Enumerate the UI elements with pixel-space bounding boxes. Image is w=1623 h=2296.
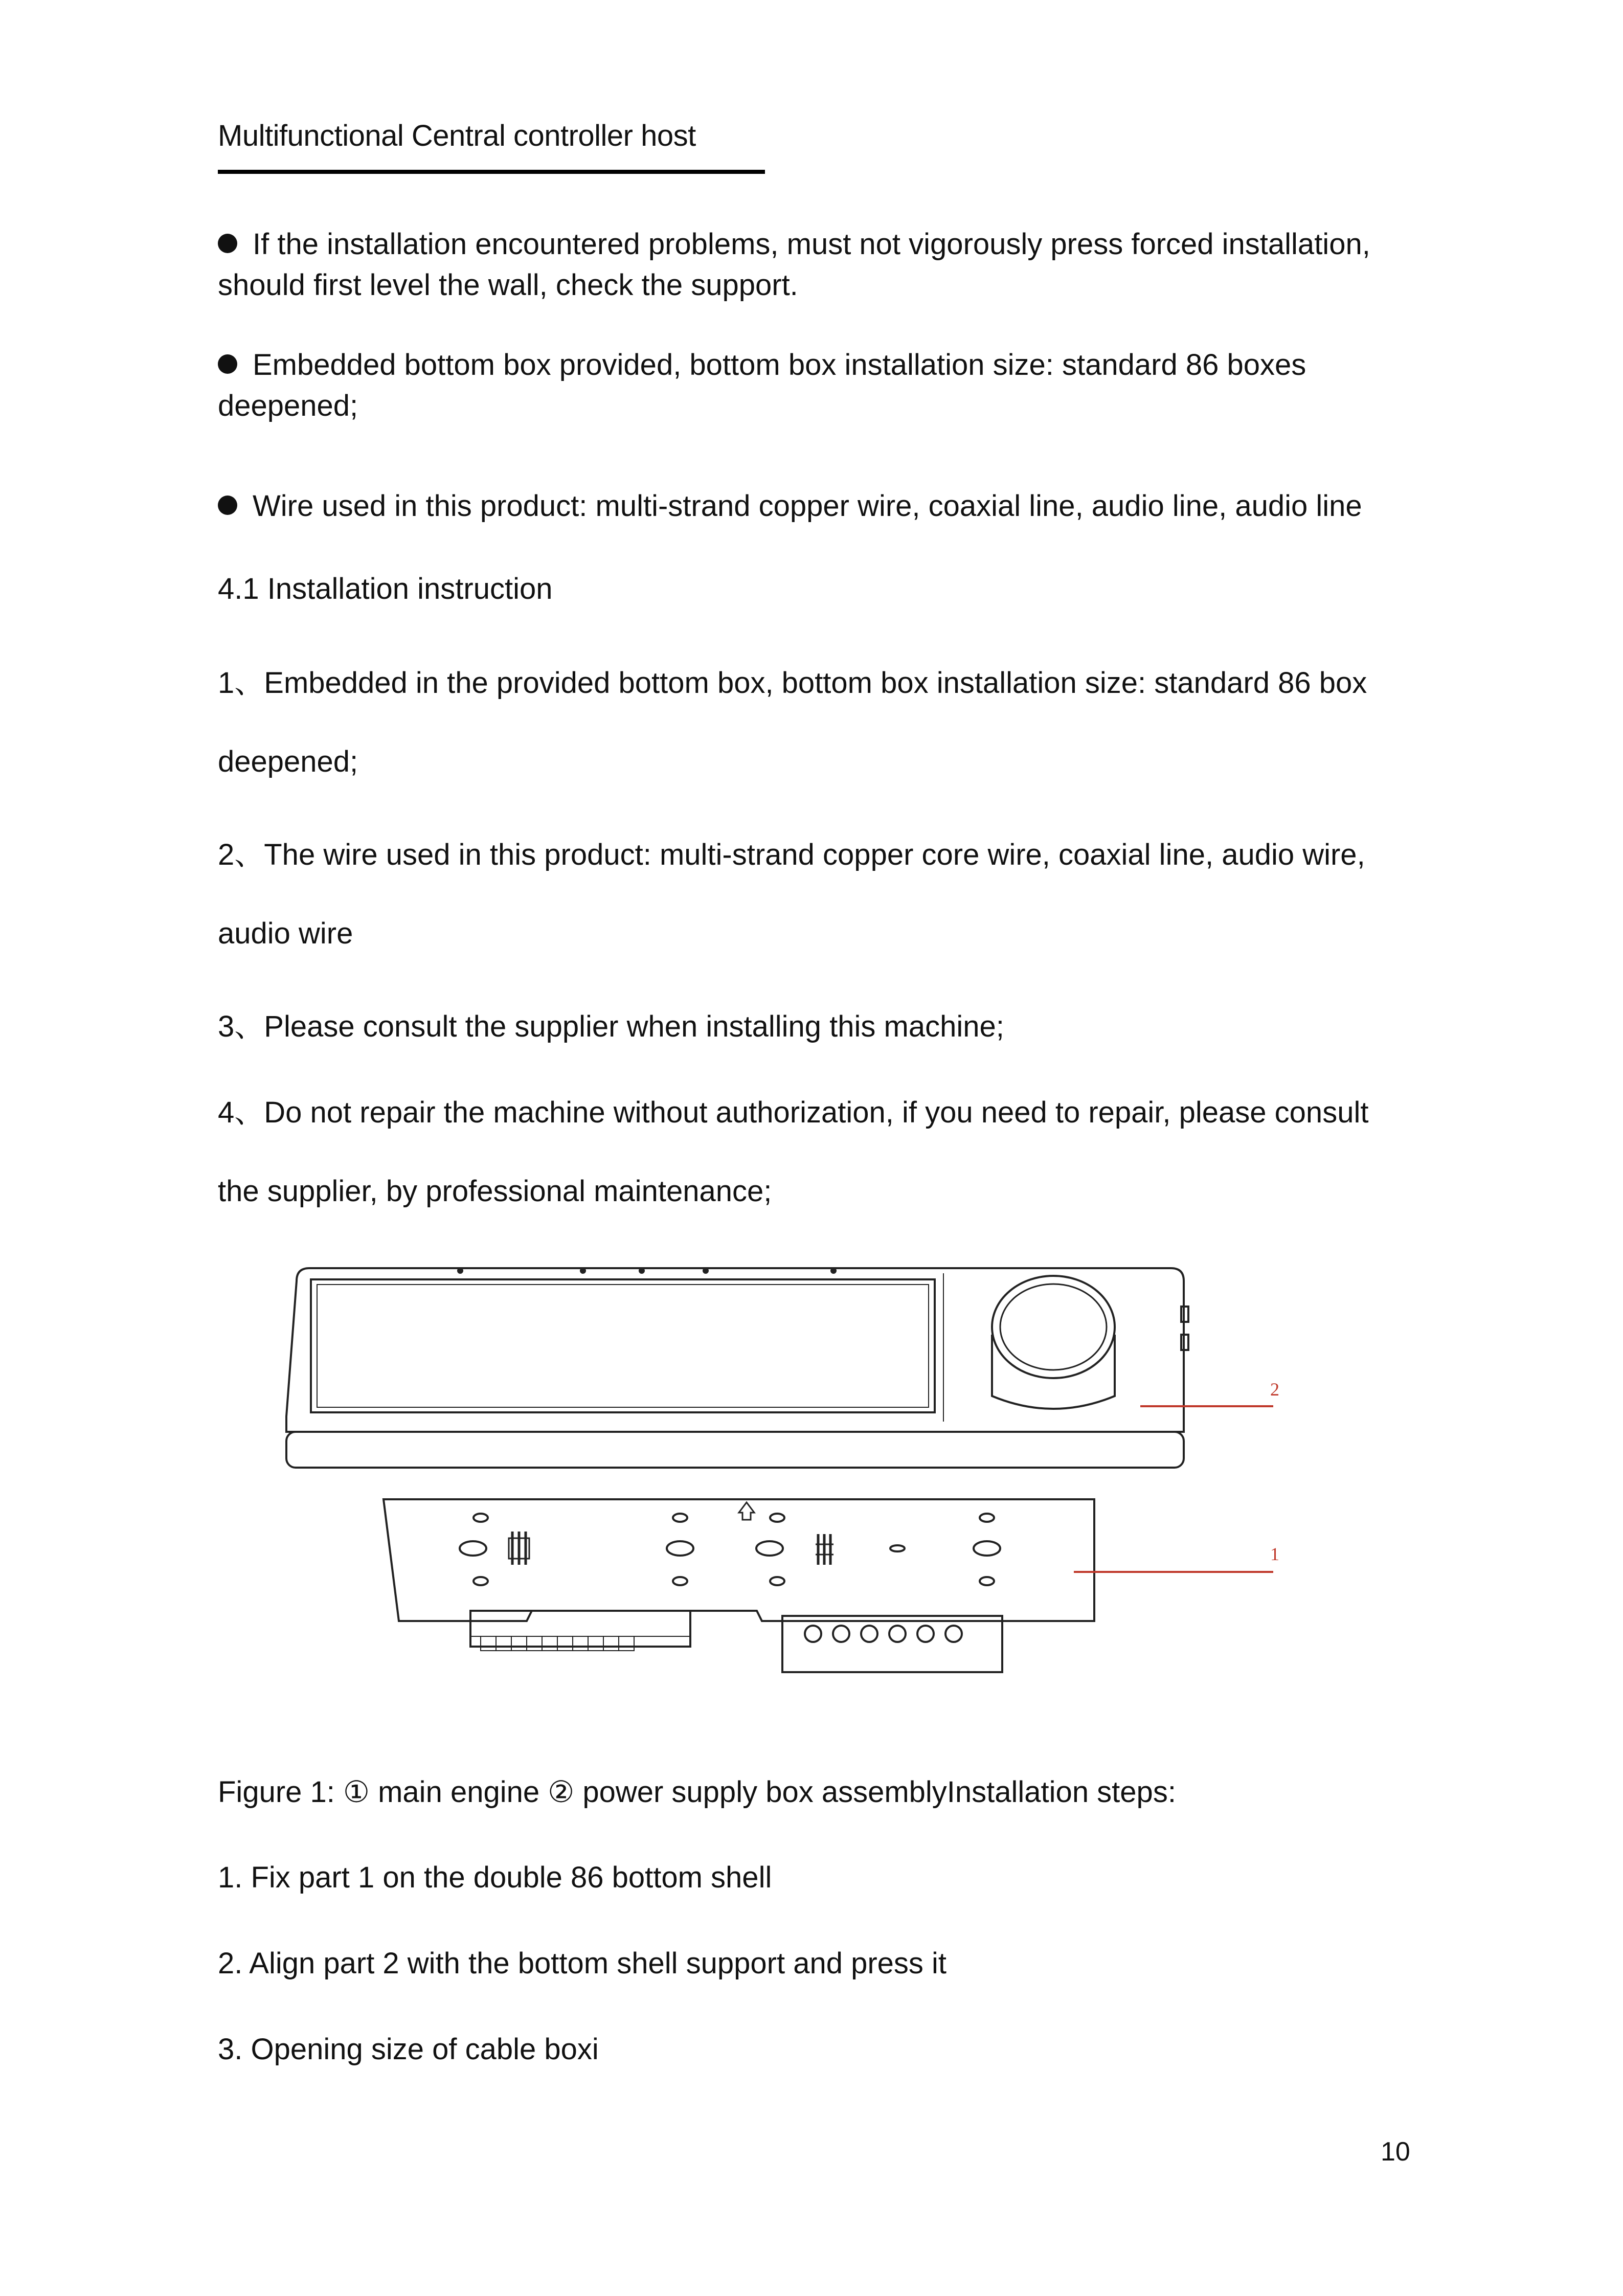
page-number: 10 [1381,2137,1410,2167]
header-rule [218,170,765,174]
installation-diagram [276,1258,1299,1698]
instruction-line: deepened; [218,745,358,778]
instruction-line: 3、Please consult the supplier when installing this machine; [218,1010,1004,1043]
callout-label-1: 1 [1270,1544,1279,1564]
callout-label-2: 2 [1270,1379,1279,1400]
bullet-text: If the installation encountered problems, must not vigorously press forced installation, should first level the wall, check the support. [218,228,1370,302]
bullet-item [218,486,1414,527]
step-item: 1. Fix part 1 on the double 86 bottom shell [218,1861,772,1894]
bullet-item [218,224,1414,306]
page-header-title: Multifunctional Central controller host [218,119,696,152]
step-item: 3. Opening size of cable boxi [218,2033,599,2066]
bullet-dot-icon [218,234,237,253]
bullet-dot-icon [218,354,237,374]
instruction-line: the supplier, by professional maintenance; [218,1175,772,1208]
figure-caption: Figure 1: ① main engine ② power supply box assemblyInstallation steps: [218,1775,1176,1809]
instruction-line: 4、Do not repair the machine without authorization, if you need to repair, please consult [218,1096,1369,1129]
bullet-dot-icon [218,496,237,515]
step-item: 2. Align part 2 with the bottom shell support and press it [218,1947,947,1980]
instruction-line: audio wire [218,917,353,950]
instruction-line: 2、The wire used in this product: multi-strand copper core wire, coaxial line, audio wire, [218,838,1365,871]
main-engine-drawing [286,1268,1188,1468]
bullet-text: Embedded bottom box provided, bottom box installation size: standard 86 boxes deepened; [218,348,1306,422]
bullet-text: Wire used in this product: multi-strand copper wire, coaxial line, audio line, audio line [253,489,1362,523]
power-supply-box-drawing [384,1499,1094,1672]
section-title: 4.1 Installation instruction [218,572,553,605]
bullet-item [218,345,1414,426]
instruction-line: 1、Embedded in the provided bottom box, bottom box installation size: standard 86 box [218,666,1367,700]
